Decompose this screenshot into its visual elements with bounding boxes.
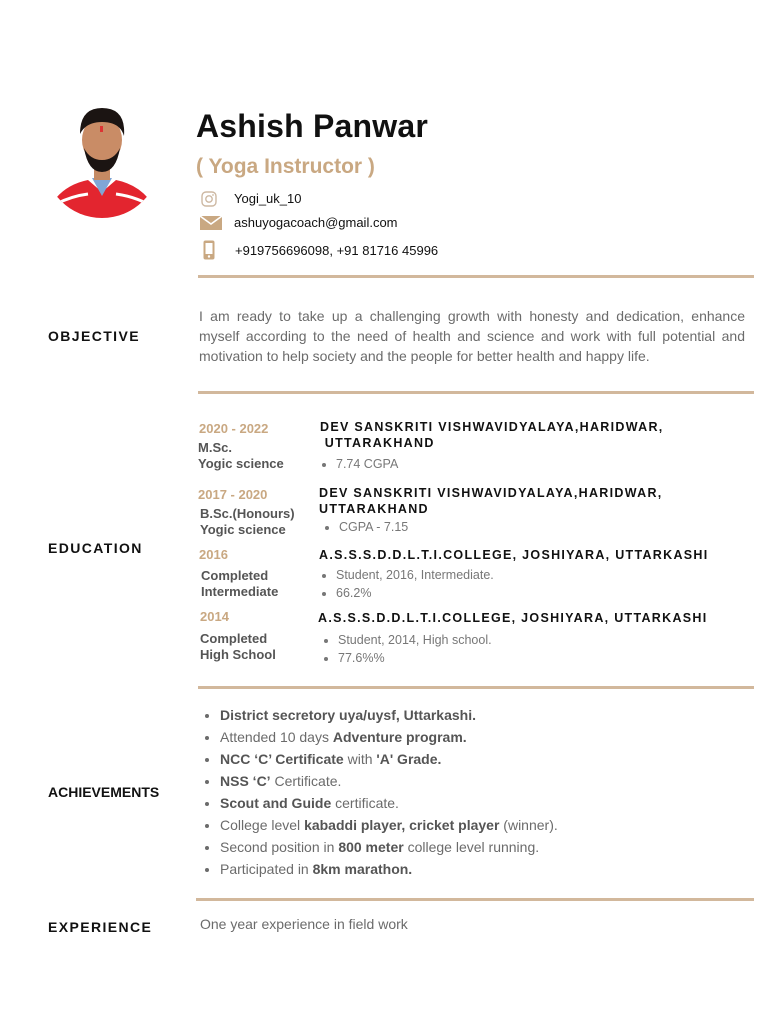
achievement-text: 'A' Grade. xyxy=(376,751,442,767)
achievement-item xyxy=(220,792,558,814)
achievements-heading: ACHIEVEMENTS xyxy=(48,784,160,800)
education-heading: EDUCATION xyxy=(48,540,143,556)
education-school: DEV SANSKRITI VISHWAVIDYALAYA,HARIDWAR, UTTARAKHAND xyxy=(319,486,663,516)
achievement-text: Certificate. xyxy=(270,773,342,789)
education-degree: Completed Intermediate xyxy=(201,568,279,599)
experience-heading: EXPERIENCE xyxy=(48,919,153,935)
achievement-text: 8km marathon. xyxy=(312,861,413,877)
achievement-text: kabaddi player, cricket player xyxy=(304,817,500,833)
education-school: DEV SANSKRITI VISHWAVIDYALAYA,HARIDWAR, UTTARAKHAND xyxy=(320,420,664,450)
achievement-text: Adventure program. xyxy=(332,729,467,745)
candidate-name: Ashish Panwar xyxy=(196,108,429,144)
divider xyxy=(198,391,754,394)
mail-icon xyxy=(200,214,222,232)
divider xyxy=(198,686,754,689)
achievement-text: College level xyxy=(220,817,305,833)
divider xyxy=(198,275,754,278)
phone-icon xyxy=(200,241,218,259)
education-degree: M.Sc. Yogic science xyxy=(198,440,284,471)
achievement-item xyxy=(220,814,558,836)
education-school: A.S.S.S.D.D.L.T.I.COLLEGE, JOSHIYARA, UTTARKASHI xyxy=(318,611,708,625)
achievement-text: Second position in xyxy=(220,839,339,855)
objective-text: I am ready to take up a challenging growth with honesty and dedication, enhance myself according to the need of health and science and work with full potential and motivation to help society and the people for better health and happy life. xyxy=(199,308,745,364)
education-details: • Student, 2016, Intermediate. • 66.2% xyxy=(320,566,494,602)
education-years: 2016 xyxy=(199,547,228,562)
education-school: A.S.S.S.D.D.L.T.I.COLLEGE, JOSHIYARA, UTTARKASHI xyxy=(319,548,709,562)
education-details: • CGPA - 7.15 xyxy=(323,518,408,536)
education-years: 2017 - 2020 xyxy=(198,487,268,502)
achievement-item xyxy=(220,748,558,770)
achievement-text: Scout and Guide xyxy=(220,795,332,811)
email-address[interactable]: ashuyogacoach@gmail.com xyxy=(234,215,398,230)
profile-photo xyxy=(48,100,156,224)
achievement-text: NCC ‘C’ Certificate xyxy=(220,751,344,767)
achievement-text: 800 meter xyxy=(338,839,404,855)
achievement-text: Participated in xyxy=(220,861,313,877)
phone-numbers[interactable]: +919756696098, +91 81716 45996 xyxy=(235,243,439,258)
education-details: • 7.74 CGPA xyxy=(320,455,398,473)
achievement-text: Attended 10 days xyxy=(220,729,333,745)
divider xyxy=(196,898,754,901)
objective-heading: OBJECTIVE xyxy=(48,328,140,344)
achievement-item xyxy=(220,704,558,726)
achievement-item xyxy=(220,858,558,880)
education-years: 2020 - 2022 xyxy=(199,421,269,436)
education-years: 2014 xyxy=(200,609,229,624)
job-title: ( Yoga Instructor ) xyxy=(196,155,375,178)
experience-text: One year experience in field work xyxy=(200,916,408,932)
education-degree: B.Sc.(Honours) Yogic science xyxy=(200,506,295,537)
achievement-text: certificate. xyxy=(331,795,399,811)
achievements-list xyxy=(204,704,558,880)
achievement-text: (winner). xyxy=(499,817,558,833)
achievement-text: with xyxy=(343,751,377,767)
achievement-text: NSS ‘C’ xyxy=(220,773,271,789)
achievement-item xyxy=(220,726,558,748)
achievement-item xyxy=(220,836,558,858)
achievement-text: District secretory uya/uysf, Uttarkashi. xyxy=(220,707,476,723)
achievement-item xyxy=(220,770,558,792)
instagram-icon xyxy=(200,190,218,208)
education-degree: Completed High School xyxy=(200,631,276,662)
education-details: • Student, 2014, High school. • 77.6%% xyxy=(322,631,492,667)
achievement-text: college level running. xyxy=(403,839,540,855)
instagram-handle[interactable]: Yogi_uk_10 xyxy=(234,191,302,206)
